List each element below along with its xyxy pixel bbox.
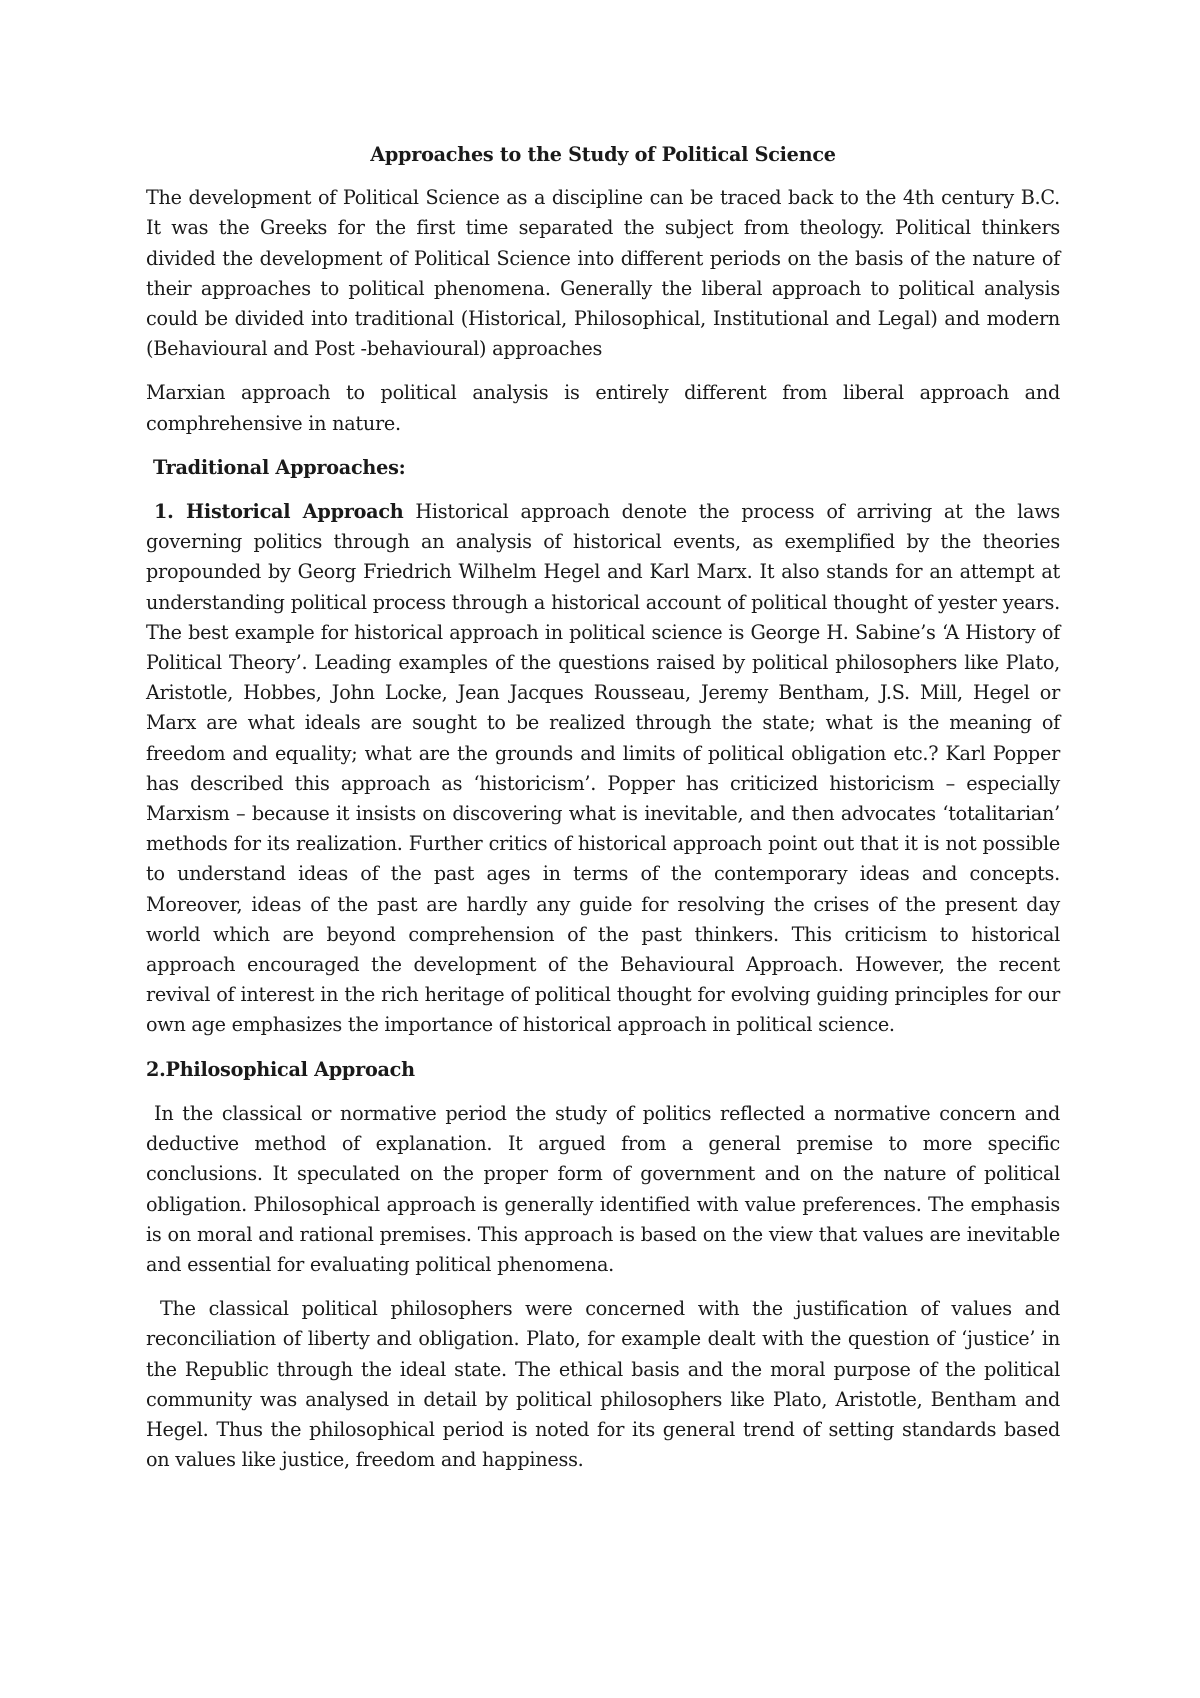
intro-paragraph: The development of Political Science as a discipline can be traced back to the 4th century B.C. It was the Greeks for the first time separated the subject from theology. Political thinkers divided the development of Political Science into different periods on the basis of the nature of their approaches to political phenomena. Generally the liberal approach to political analysis could be divided into traditional (Historical, Philosophical, Institutional and Legal) and modern (Behavioural and Post -behavioural) approaches xyxy=(146,186,1060,361)
marxian-paragraph: Marxian approach to political analysis is entirely different from liberal approach and comphrehensive in nature. xyxy=(146,381,1060,435)
philosophical-paragraph-2: The classical political philosophers were concerned with the justification of values and reconciliation of liberty and obligation. Plato, for example dealt with the question of ‘justice’ in the Republic through the ideal state. The ethical basis and the moral purpose of the political community was analysed in detail by political philosophers like Plato, Aristotle, Bentham and Hegel. Thus the philosophical period is noted for its general trend of setting standards based on values like justice, freedom and happiness. xyxy=(146,1297,1060,1472)
historical-approach-paragraph xyxy=(146,497,1060,1041)
traditional-approaches-heading: Traditional Approaches: xyxy=(153,455,406,479)
document-page xyxy=(146,140,1060,1489)
philosophical-paragraph-1: In the classical or normative period the study of politics reflected a normative concern and deductive method of explanation. It argued from a general premise to more specific conclusions. It speculated on the proper form of government and on the nature of political obligation. Philosophical approach is generally identified with value preferences. The emphasis is on moral and rational premises. This approach is based on the view that values are inevitable and essential for evaluating political phenomena. xyxy=(146,1101,1060,1276)
document-title: Approaches to the Study of Political Science xyxy=(370,143,836,166)
historical-approach-heading: 1. Historical Approach xyxy=(154,500,404,524)
historical-approach-text: Historical approach denote the process of arriving at the laws governing politics through an analysis of historical events, as exemplified by the theories propounded by Georg Friedrich Wilhelm Hegel and Karl Marx. It also stands for an attempt at understanding political process through a historical account of political thought of yester years. The best example for historical approach in political science is George H. Sabine’s ‘A History of Political Theory’. Leading examples of the questions raised by political philosophers like Plato, Aristotle, Hobbes, John Locke, Jean Jacques Rousseau, Jeremy Bentham, J.S. Mill, Hegel or Marx are what ideals are sought to be realized through the state; what is the meaning of freedom and equality; what are the grounds and limits of political obligation etc.? Karl Popper has described this approach as ‘historicism’. Popper has criticized historicism – especially Marxism – because it insists on discovering what is inevitable, and then advocates ‘totalitarian’ methods for its realization. Further critics of historical approach point out that it is not possible to understand ideas of the past ages in terms of the contemporary ideas and concepts. Moreover, ideas of the past are hardly any guide for resolving the crises of the present day world which are beyond comprehension of the past thinkers. This criticism to historical approach encouraged the development of the Behavioural Approach. However, the recent revival of interest in the rich heritage of political thought for evolving guiding principles for our own age emphasizes the importance of historical approach in political science. xyxy=(146,500,1060,1037)
philosophical-approach-heading: 2.Philosophical Approach xyxy=(146,1057,415,1081)
